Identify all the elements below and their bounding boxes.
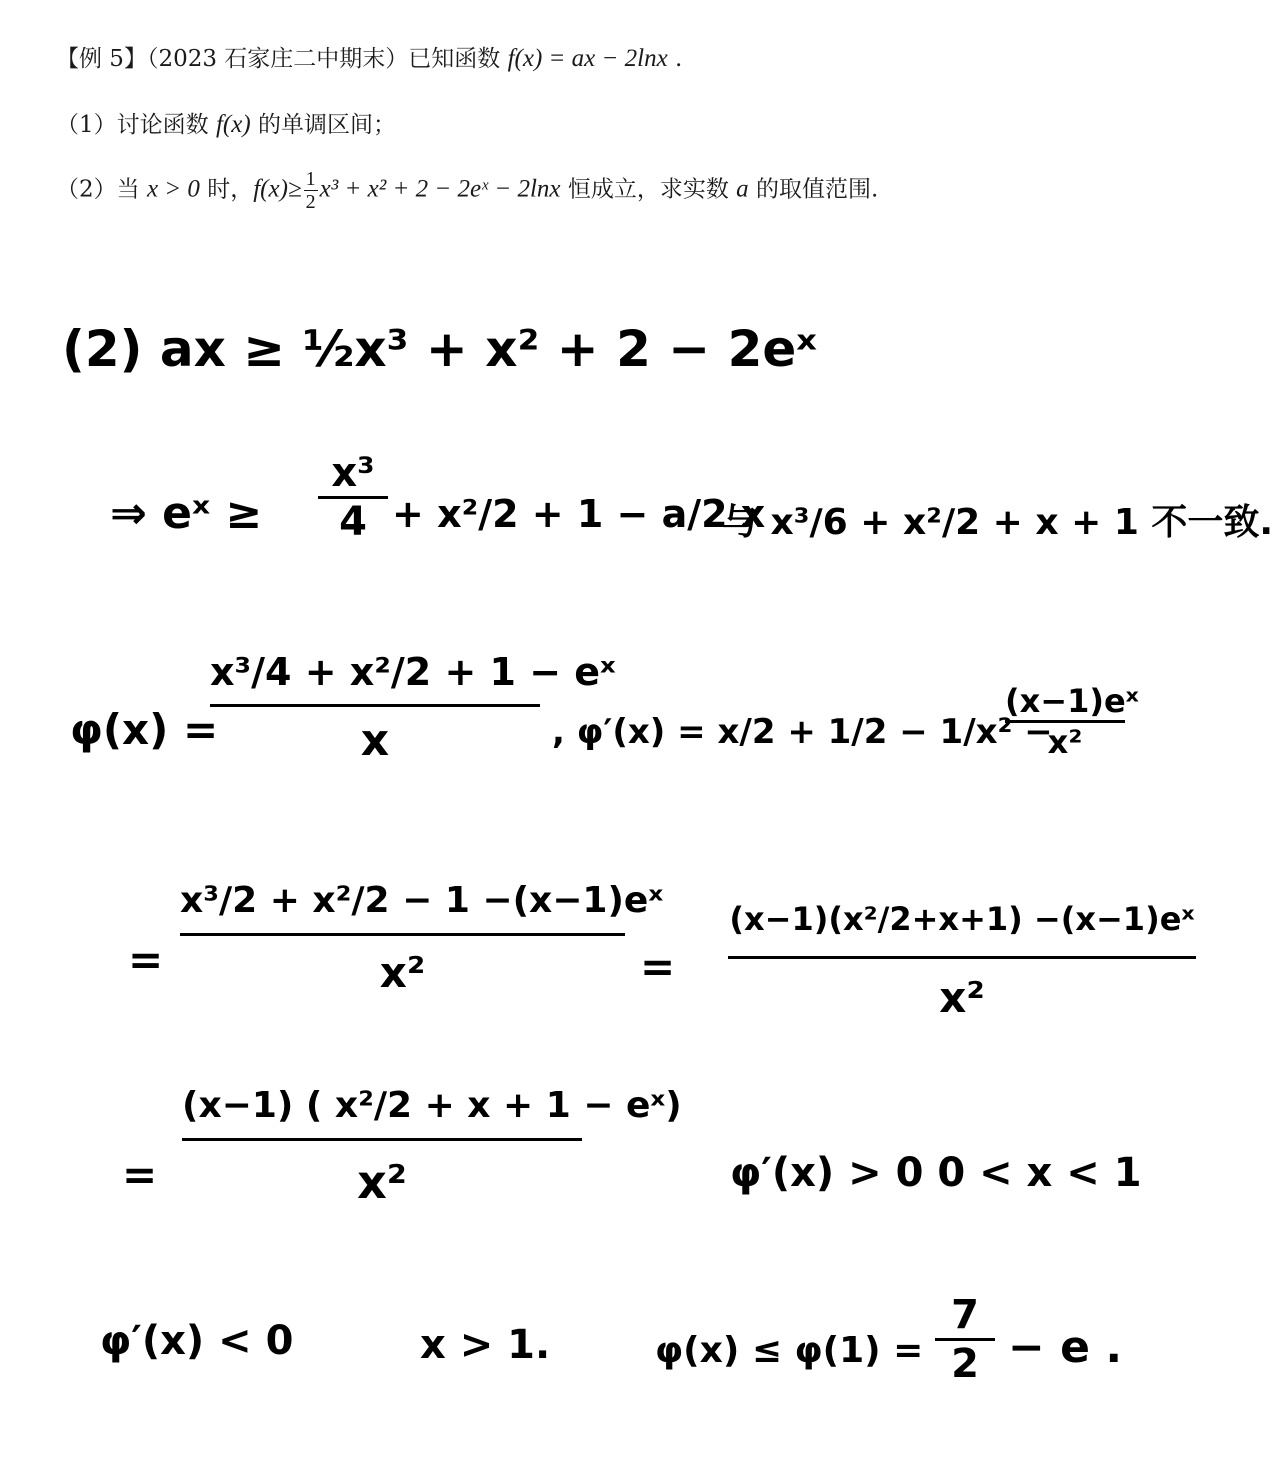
- hw-phi-fraction: [210, 650, 616, 766]
- part2-end: 的取值范围.: [748, 176, 879, 203]
- part1-math: f(x): [215, 111, 251, 138]
- hw-line-1: (2) ax ≥ ½x³ + x² + 2 − 2eˣ: [62, 320, 817, 378]
- problem-part-1: [56, 106, 396, 139]
- hw-eq2-den: x²: [728, 956, 1196, 1022]
- part1-suffix: 的单调区间；: [250, 112, 396, 138]
- hw-eq3-fraction: [182, 1085, 682, 1209]
- hw-eq3-den: x²: [182, 1138, 582, 1209]
- hw-phi-prime-fden: x²: [1005, 720, 1125, 761]
- hw-eq3-num: (x−1) ( x²/2 + x + 1 − eˣ): [182, 1085, 682, 1126]
- part2-prefix: （2）当: [56, 176, 147, 203]
- part2-suffix: 恒成立，求实数: [560, 176, 737, 203]
- hw-line-2-start: ⇒ eˣ ≥: [110, 488, 263, 539]
- hw-line-2-end: 与 x³/6 + x²/2 + x + 1 不一致.: [722, 502, 1273, 543]
- hw-eq2-fraction: [728, 900, 1196, 1022]
- problem-title-math: f(x) = ax − 2lnx: [507, 45, 668, 72]
- hw-cond-2-fraction: [935, 1292, 995, 1387]
- hw-line-2-fraction: [318, 450, 388, 545]
- hw-line-2-frac-num: x³: [331, 450, 375, 496]
- part2-when: 时，: [199, 176, 254, 203]
- part2-fraction: [304, 168, 318, 213]
- hw-cond-2-frac-den: 2: [935, 1338, 995, 1387]
- part2-condition: x > 0: [146, 175, 200, 203]
- hw-eq3-sign: =: [122, 1150, 158, 1199]
- hw-eq1-fraction: [180, 880, 664, 997]
- hw-phi-prime-fnum: (x−1)eˣ: [1005, 682, 1139, 720]
- part2-lhs: f(x)≥: [253, 175, 302, 203]
- hw-line-2-mid: + x²/2 + 1 − a/2 x: [392, 492, 766, 536]
- hw-line-2-frac-den: 4: [318, 496, 388, 545]
- hw-cond-2-left: φ′(x) < 0: [100, 1318, 294, 1364]
- problem-title-line: [56, 40, 682, 73]
- hw-cond-2-right: φ(x) ≤ φ(1) =: [655, 1330, 924, 1371]
- part2-fraction-num: 1: [305, 168, 316, 190]
- hw-phi-prime: , φ′(x) = x/2 + 1/2 − 1/x² −: [552, 712, 1053, 752]
- hw-cond-1: φ′(x) > 0 0 < x < 1: [730, 1150, 1142, 1196]
- hw-phi-label: φ(x) =: [70, 705, 219, 754]
- hw-cond-2-tail: − e .: [1008, 1322, 1123, 1373]
- hw-phi-den: x: [210, 704, 540, 766]
- hw-phi-num: x³/4 + x²/2 + 1 − eˣ: [210, 650, 616, 694]
- part2-variable: a: [736, 175, 749, 203]
- hw-eq1-sign: =: [128, 935, 164, 984]
- part2-rhs: x³ + x² + 2 − 2eˣ − 2lnx: [319, 175, 561, 203]
- hw-eq1-den: x²: [180, 933, 625, 997]
- hw-eq1-num: x³/2 + x²/2 − 1 −(x−1)eˣ: [180, 880, 664, 921]
- problem-title-label: 【例 5】（2023 石家庄二中期末）已知函数: [56, 46, 508, 72]
- part1-prefix: （1）讨论函数: [56, 112, 216, 138]
- hw-eq2-sign: =: [640, 942, 676, 991]
- part2-fraction-den: 2: [305, 191, 316, 213]
- hw-phi-prime-fraction: [1005, 682, 1139, 761]
- hw-cond-2-mid: x > 1.: [420, 1322, 551, 1368]
- hw-eq2-num: (x−1)(x²/2+x+1) −(x−1)eˣ: [729, 900, 1195, 938]
- problem-part-2: [56, 168, 878, 213]
- hw-cond-2-frac-num: 7: [951, 1292, 979, 1338]
- problem-title-end: .: [667, 46, 683, 72]
